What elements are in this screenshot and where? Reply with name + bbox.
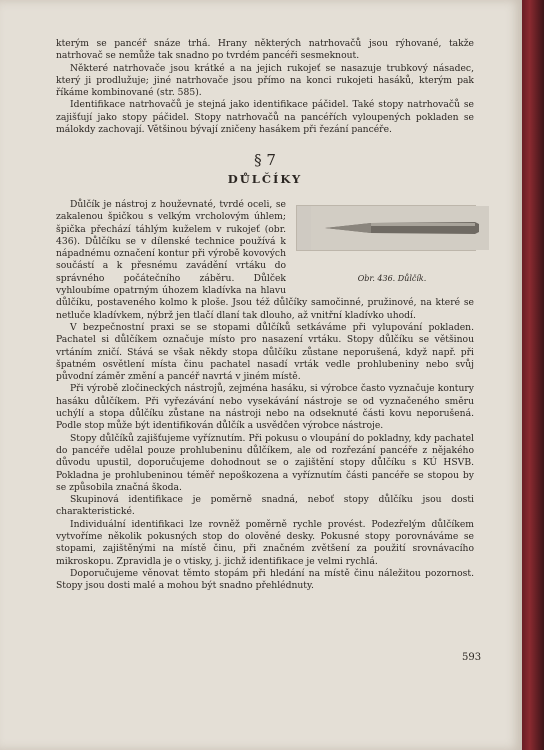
figure-436: [296, 205, 474, 285]
paragraph-individualni: Individuální identifikaci lze rovněž poměrně rychle provést. Podezřelým důlčíkem vytvoříme několik pokusných stop do olověné desky. Pokusné stopy porovnáváme se stopami, zajištěnými na místě činu, při značném zvětšení za použití srovnávacího mikroskopu. Zpravidla je o vtisky, j. jichž identifikace je velmi rychlá.: [56, 518, 474, 567]
paragraph-praxe: V bezpečnostní praxi se se stopami důlčíků setkáváme při vylupování pokladen. Pachatel si důlčíkem označuje místo pro nasazení vrtáku. Stopy důlčíku se většinou vrtáním zničí. Stává se však někdy stopa důlčíku zůstane neporušená, když např. při špatném osvětlení místa činu pachatel nasadí vrták vedle prohlubeniny nebo svůj původní záměr změní a pancéř navrtá v jiném místě.: [56, 321, 474, 383]
punch-tool-image: [296, 205, 476, 251]
paragraph-doporucujeme: Doporučujeme věnovat těmto stopám při hledání na místě činu náležitou pozornost. Stopy jsou dosti malé a mohou být snadno přehlédnuty.: [56, 567, 474, 592]
paragraph-zajistujeme: Stopy důlčíků zajišťujeme vyříznutím. Při pokusu o vloupání do pokladny, kdy pachatel do pancéře udělal pouze prohlubeninu důlčíkem, ale od rozřezání pancéře z nějakého důvodu upustil, doporučujeme dohodnout se o zajištění stopy důlčíku s KÚ HSVB. Pokladna je prohlubeninou téměř nepoškozena a vyříznutím části pancéře se stopou by se způsobila značná škoda.: [56, 432, 474, 493]
page-text: [56, 38, 474, 592]
paragraph-vyrobe: Při výrobě zločineckých nástrojů, zejména hasáku, si výrobce často vyznačuje kontury hasáku důlčíkem. Při vyřezávání nebo vysekávání nástroje se od vyznačeného směru uchýlí a stopa důlčíku zůstane na nástroji nebo na odseknuté části kovu neporušená. Podle stop může být identifikován důlčík a usvědčen výrobce nástroje.: [56, 383, 474, 432]
paragraph-1: kterým se pancéř snáze trhá. Hrany některých natrhovačů jsou rýhované, takže natrhovač se nemůže tak snadno po tvrdém pancéři sesmeknout.: [56, 38, 474, 62]
page-number: 593: [462, 652, 482, 663]
paragraph-2: Některé natrhovače jsou krátké a na jejich rukojeť se nasazuje trubkový násadec, který ji prodlužuje; jiné natrhovače jsou přímo na konci rukojeti hasáků, kterým pak říkáme kombinované (str. 585).: [56, 62, 474, 99]
book-cover-edge: [522, 0, 544, 750]
paragraph-intro-text: Důlčík je nástroj z houževnaté, tvrdé oceli, se zakalenou špičkou s velkým vrcholovým úhlem; špička přechází táhlým kuželem v rukojeť (obr. 436). Důlčíku se v dílenské technice používá k nápadnému označení kontur při výrobě kovových součástí a k přesnému zavádění vrtáku do správného počátečního záběru. Důlček vyhloubíme opatrným úhozem kladívka na hlavu důlčíku, postaveného kolmo k ploše. Jsou též důlčíky samočinné, pružinové, na které se netluče kladívkem, nýbrž jen tlačí dlaní tak dlouho, až vnitřní kladívko uhodí.: [56, 198, 474, 321]
paragraph-skupinova: Skupinová identifikace je poměrně snadná, neboť stopy důlčíku jsou dosti charakteristické.: [56, 494, 474, 518]
punch-illustration: [311, 206, 489, 250]
section-number: § 7: [254, 151, 276, 170]
figure-caption: Obr. 436. Důlčík.: [357, 273, 427, 283]
paragraph-intro: [56, 199, 474, 322]
section-heading: DŮLČÍKY: [227, 171, 303, 186]
paragraph-3: Identifikace natrhovačů je stejná jako identifikace páčidel. Také stopy natrhovačů se zajišťují jako stopy páčidel. Stopy natrhovačů na pancéřích vyloupených pokladen se málokdy zachovají. Většinou bývají zničeny hasákem při řezání pancéře.: [56, 99, 474, 136]
